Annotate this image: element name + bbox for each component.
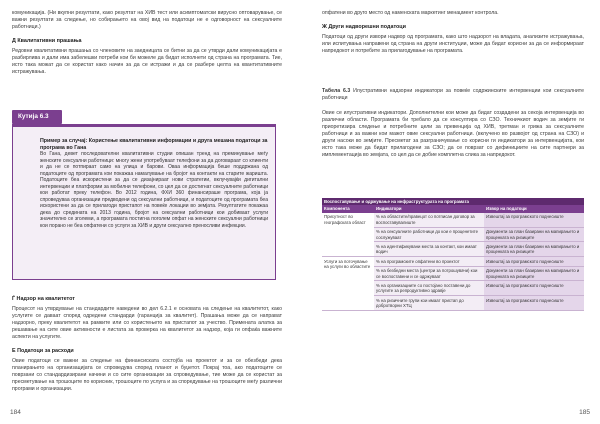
indicator-table [322, 198, 584, 311]
box-tab: Кутија 6.3 [12, 110, 62, 124]
left-para-top: комуникација. (Ни вкупни резултати, како резултат на ХИВ тест или асимптоматски вирусно оптоварување, се важни резултати за следење, но собирањето на овој вид на податоци не е одговорност на сексуалните работници.) [12, 10, 282, 30]
table-cell-indicator: % на идентификувани места за контакт, кои имаат водич [374, 242, 484, 257]
section-g-heading: Ѓ Надзор на квалитетот [12, 296, 75, 302]
table-title-row: Воспоставување и одржување на инфраструктурата на програмата [322, 198, 584, 205]
table-caption [322, 88, 584, 102]
section-d-heading: Д Квалитативни прашања [12, 38, 82, 44]
case-study-text: Во Гана, девет последователни квалитативни студии опишан тренд на преминување меѓу женските сексуални работници: многу жени употребуваат телефони за да договараат со клиенти и да не се потпираат само на улица и барови. Оваа информација беше поддржана од податоците од програмата кои покажаа намалување на бројот на контакти на старите жаришта. Податоците беа искористени за да се дизајнираат нови стратегии, вклучувајќи дигитални интервенции и платформи за мобилни телефони, со цел да се достигнат сексуалните работници кои работат преку телефон. Во 2012 година, ФХИ 360 финансираше програма, која ја спроведуваа организации предводени од сексуални работници, и податоците од програмата беа искористени за да се прилагоди пристапот на повеќе локации во земјата. Резултатите покажаа дека до средината на 2013 година, бројот на сексуални работници кои добиваат услуги значително се зголеми, а програмата постигна поголем опфат на женските сексуални работници кои порано не беа опфатени со услуги за ХИВ и други сексуално преносливи инфекции. [40, 151, 268, 229]
case-study-title: Пример за случај: Користење квалитативни информации и друга мешана податоци за програма во Гана [40, 138, 268, 151]
table-cell-component: Присутност во географската област [322, 213, 374, 257]
case-study-content [40, 138, 268, 229]
table-cell-indicator: % на безбедни места (центри за потрошувачи) кои се воспоставени и се одржуваат [374, 266, 484, 281]
table-cell-indicator: % на областите/правецот со потписан договор за воспоставувалиште [374, 213, 484, 227]
section-zh-text: Податоци од други извори надвор од програмата, како што надзорот на владата, анализите истражувања, или испитувања направени од страна на други институции, може да бидат корисни за да се информираат напредокот и потребите за прилагодување на програмата. [322, 34, 584, 54]
table-cell-source: Документи за план базирани на мапирањето и проценката на ризиците [484, 266, 584, 281]
page-number-right: 185 [579, 409, 590, 416]
table-cell-indicator: % на сексуалните работници до кои е проценетите сослужуваат [374, 227, 484, 242]
table-cell-source: Документи за план базирани на мапирањето и проценката на ризиците [484, 242, 584, 257]
section-d-text: Редовни квалитативни прашања со членовите на заедницата се битни за да се утврди дали комуникацијата е разбирлива и дали има забелешки потреби кои би можеле да бидат исполнети од страна на програмата. Тие, исто така можат да се користат како начин за да се истражи и да се разбере целта на квантитативните истражувања. [12, 48, 282, 75]
table-cell-source: Извештај за програмското поднесиште [484, 296, 584, 311]
table-cell-source: Документи за план базирани на мапирањето и проценката на ризиците [484, 227, 584, 242]
table-cell-indicator: % на ризичните групи кои имаат пристап до добротворни ХТЦ [374, 296, 484, 311]
section-e-heading: Е Податоци за расходи [12, 348, 74, 354]
right-page [300, 0, 600, 424]
table-cell-source: Извештај за програмското поднесиште [484, 257, 584, 266]
table-caption-text: Илустративни надзорни индикатори за повеќе содржинските интервенции кои сексуалните работници [322, 88, 584, 101]
table-caption-label: Табела 6.3 [322, 88, 351, 94]
right-para-top: опфатени во друго место од наменската маркетинг менаџмент контрола. [322, 10, 499, 16]
table-row [322, 257, 584, 266]
section-g-text: Процесот на утврдување на стандардите наведени во дел 6.2.1 е основата на следење на квалитетот, како услугите се даваат според одредени стандарди (гаранција за квалитет). Прашања може да се направат надзорно, преку квалитетот на рамките или со користењето на пристапот за учество. Примената алатка за решавање на сите овие активности е листата за проверка на квалитетот за надзор, која ги опфаќа важните аспекти на услугите. [12, 306, 282, 340]
table-intro: Овие се илустративни индикатори. Дополнителни кои може да бидат создадени за секоја интервенција во различни области. Програмата би требало да се консултира со СЗО. Техничкиот водич за земјите ги приоретизира следење и потребните цели за превенција од ХИВ, третман и грижа за сексуалните работници и за важни кои мажот овие сексуални работници. (вклучено во развојот од страна на СЗО) и други насоки во земјите. Пресметат за разграничување со корисни ги индикатори за интервенцијата, кои исто така може да бидат прилагодени за СЗО; да се поврзат со дефинициите на сите партнери за имплементација во земјата, со цел да се добие комплетна слика за напредокот. [322, 110, 584, 158]
table-cell-component: Услуги за поточување на услуги во областите [322, 257, 374, 311]
section-zh-heading: Ж Други надворешни податоци [322, 24, 406, 30]
page-number-left: 184 [10, 409, 21, 416]
table-header-indicators: Индикатори [374, 205, 484, 212]
table-cell-indicator: % на организациите со постојано поставени до услугите за репродуктивно здравје [374, 281, 484, 296]
table-cell-source: Извештај за програмското поднесиште [484, 213, 584, 227]
table-header-sources: Извор на податоци [484, 205, 584, 212]
table-cell-indicator: % на програмските опфатени во проектот [374, 257, 484, 266]
table-cell-source: Извештај за програмското поднесиште [484, 281, 584, 296]
table-header-component: Компонента [322, 205, 374, 212]
section-e-text: Овие податоци се важни за следење на финансиската состојба на проектот и за се обезбеди дека планирањето на организацијата се спроведува според планот и буџетот. Покрај тоа, ако податоците се поврзани со стандардизирани начини и со сите организации за спроведување, тие може да се користат за пресметување на трошоците по корисник, трошоците по услуга и за споредување на трошоците меѓу различни програми и организации. [12, 358, 282, 392]
table-row [322, 213, 584, 227]
indicator-table-wrap [322, 198, 584, 311]
